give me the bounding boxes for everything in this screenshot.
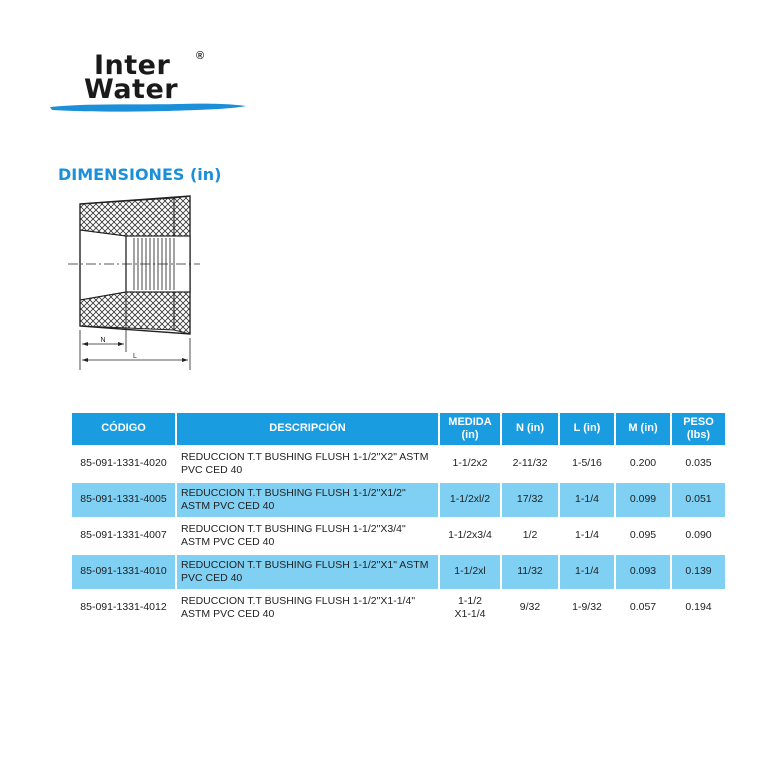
cell-n: 11/32 (502, 555, 558, 589)
cell-peso: 0.139 (672, 555, 725, 589)
cell-medida: 1-1/2xl/2 (440, 483, 500, 517)
cell-l: 1-1/4 (560, 483, 614, 517)
header-l: L (in) (560, 413, 614, 445)
cell-medida: 1-1/2xl (440, 555, 500, 589)
cell-n: 1/2 (522, 529, 538, 542)
table-header-row (72, 413, 725, 445)
cell-codigo: 85-091-1331-4010 (72, 555, 175, 589)
water-swoosh-icon (48, 100, 248, 116)
cell-l: 1-9/32 (572, 601, 602, 614)
dimensions-table (70, 411, 727, 627)
cell-m: 0.093 (616, 555, 670, 589)
bushing-cross-section-drawing (66, 192, 201, 372)
cell-codigo: 85-091-1331-4020 (80, 457, 167, 470)
cell-descripcion: REDUCCION T.T BUSHING FLUSH 1-1/2"X1/2" ASTM PVC CED 40 (177, 483, 438, 517)
cell-medida: 1-1/2x2 (452, 457, 488, 470)
table-row (72, 483, 725, 517)
cell-descripcion: REDUCCION T.T BUSHING FLUSH 1-1/2"X2" ASTM PVC CED 40 (181, 450, 429, 476)
brand-name-line2: Water (84, 74, 179, 105)
cell-n: 9/32 (519, 601, 541, 614)
cell-m: 0.095 (629, 529, 657, 542)
cell-peso: 0.051 (672, 483, 725, 517)
cell-peso: 0.090 (685, 529, 712, 542)
header-n: N (in) (502, 413, 558, 445)
cell-l: 1-1/4 (575, 529, 599, 542)
cell-m: 0.099 (616, 483, 670, 517)
cell-descripcion: REDUCCION T.T BUSHING FLUSH 1-1/2"X3/4" ASTM PVC CED 40 (181, 522, 406, 548)
table-row (72, 447, 725, 481)
brand-name-line1: Inter (94, 50, 171, 81)
cell-m: 0.057 (629, 601, 657, 614)
cell-medida: 1-1/2 X1-1/4 (454, 594, 486, 620)
dimension-l-label: L (133, 353, 137, 360)
table-row (72, 555, 725, 589)
cell-peso: 0.194 (685, 601, 712, 614)
cell-codigo: 85-091-1331-4005 (72, 483, 175, 517)
header-codigo: CÓDIGO (72, 413, 175, 445)
cell-codigo: 85-091-1331-4012 (80, 601, 167, 614)
cell-l: 1-5/16 (572, 457, 602, 470)
header-descripcion: DESCRIPCIÓN (177, 413, 438, 445)
cell-codigo: 85-091-1331-4007 (80, 529, 167, 542)
brand-logo (48, 48, 248, 120)
cell-n: 17/32 (502, 483, 558, 517)
header-medida: MEDIDA (in) (440, 413, 500, 445)
header-m: M (in) (616, 413, 670, 445)
table-row (72, 591, 725, 625)
cell-peso: 0.035 (685, 457, 712, 470)
table-row (72, 519, 725, 553)
cell-descripcion: REDUCCION T.T BUSHING FLUSH 1-1/2"X1-1/4" ASTM PVC CED 40 (181, 594, 416, 620)
dimension-n-label: N (100, 337, 106, 344)
section-title: DIMENSIONES (in) (58, 165, 222, 184)
cell-medida: 1-1/2x3/4 (448, 529, 492, 542)
cell-n: 2-11/32 (512, 457, 548, 470)
registered-mark: ® (196, 50, 205, 62)
header-peso: PESO (lbs) (672, 413, 725, 445)
cell-m: 0.200 (629, 457, 657, 470)
cell-l: 1-1/4 (560, 555, 614, 589)
cell-descripcion: REDUCCION T.T BUSHING FLUSH 1-1/2"X1" ASTM PVC CED 40 (177, 555, 438, 589)
